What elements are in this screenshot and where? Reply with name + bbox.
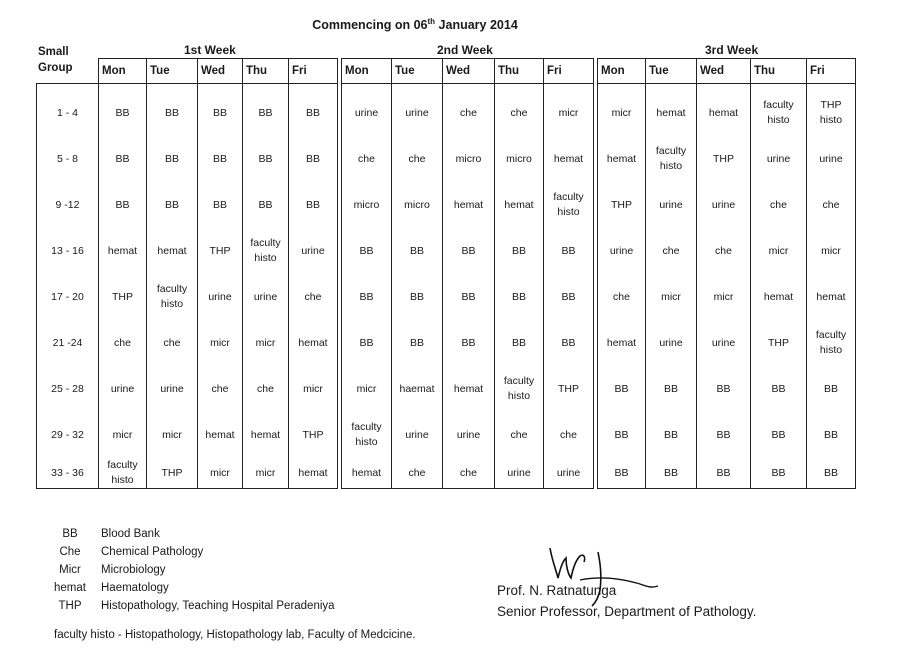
schedule-cell: THP xyxy=(147,458,198,489)
schedule-cell: BB xyxy=(697,412,751,458)
schedule-cell: micr xyxy=(697,274,751,320)
schedule-cell: BB xyxy=(392,228,443,274)
schedule-cell: THP xyxy=(751,320,807,366)
schedule-cell: hemat xyxy=(289,320,338,366)
schedule-cell: BB xyxy=(697,366,751,412)
schedule-cell: che xyxy=(443,84,495,137)
table-row xyxy=(37,182,856,228)
faculty-histo-note: faculty histo - Histopathology, Histopathology lab, Faculty of Medcicine. xyxy=(54,629,416,641)
schedule-cell: THP histo xyxy=(807,84,856,137)
schedule-cell: che xyxy=(243,366,289,412)
legend-desc: Microbiology xyxy=(101,564,166,576)
schedule-cell: che xyxy=(544,412,594,458)
signatory-name: Prof. N. Ratnatunga xyxy=(497,583,617,598)
group-cell: 13 - 16 xyxy=(37,228,99,274)
schedule-cell: micr xyxy=(751,228,807,274)
schedule-cell: micr xyxy=(198,458,243,489)
schedule-cell: hemat xyxy=(646,84,697,137)
legend-abbr: BB xyxy=(62,528,78,540)
schedule-cell: BB xyxy=(392,320,443,366)
schedule-cell: BB xyxy=(243,84,289,137)
schedule-cell: micr xyxy=(807,228,856,274)
schedule-cell: BB xyxy=(495,320,544,366)
schedule-cell: BB xyxy=(544,228,594,274)
schedule-cell: THP xyxy=(544,366,594,412)
schedule-cell: BB xyxy=(495,274,544,320)
day-header-w1-thu: Thu xyxy=(243,59,289,84)
schedule-cell: urine xyxy=(99,366,147,412)
table-row xyxy=(37,366,856,412)
legend-desc: Haematology xyxy=(101,582,169,594)
schedule-cell: che xyxy=(147,320,198,366)
schedule-cell: BB xyxy=(443,228,495,274)
schedule-cell: urine xyxy=(443,412,495,458)
small-group-header xyxy=(37,59,99,84)
schedule-cell: urine xyxy=(392,84,443,137)
schedule-cell: che xyxy=(392,458,443,489)
schedule-cell: hemat xyxy=(697,84,751,137)
schedule-cell: THP xyxy=(289,412,338,458)
schedule-cell: BB xyxy=(147,136,198,182)
table-row xyxy=(37,136,856,182)
schedule-cell: micro xyxy=(392,182,443,228)
schedule-cell: BB xyxy=(147,84,198,137)
schedule-cell: BB xyxy=(646,366,697,412)
schedule-cell: hemat xyxy=(807,274,856,320)
schedule-cell: hemat xyxy=(342,458,392,489)
schedule-cell: urine xyxy=(751,136,807,182)
schedule-cell: BB xyxy=(751,366,807,412)
schedule-cell: BB xyxy=(392,274,443,320)
day-header-w3-tue: Tue xyxy=(646,59,697,84)
schedule-cell: faculty histo xyxy=(147,274,198,320)
schedule-cell: hemat xyxy=(243,412,289,458)
legend-abbr: THP xyxy=(58,600,82,612)
schedule-cell: haemat xyxy=(392,366,443,412)
schedule-cell: BB xyxy=(289,182,338,228)
schedule-cell: urine xyxy=(697,182,751,228)
schedule-cell: micr xyxy=(289,366,338,412)
small-group-label: Small Group xyxy=(38,46,73,74)
schedule-cell: BB xyxy=(751,458,807,489)
schedule-cell: micro xyxy=(342,182,392,228)
table-row xyxy=(37,228,856,274)
group-cell: 29 - 32 xyxy=(37,412,99,458)
schedule-cell: hemat xyxy=(443,182,495,228)
schedule-cell: micr xyxy=(147,412,198,458)
schedule-cell: BB xyxy=(289,136,338,182)
schedule-cell: che xyxy=(751,182,807,228)
schedule-cell: faculty histo xyxy=(342,412,392,458)
day-header-w2-thu: Thu xyxy=(495,59,544,84)
schedule-cell: BB xyxy=(443,320,495,366)
schedule-cell: BB xyxy=(99,182,147,228)
schedule-cell: che xyxy=(495,84,544,137)
day-header-w3-wed: Wed xyxy=(697,59,751,84)
group-cell: 1 - 4 xyxy=(37,84,99,137)
day-header-w3-fri: Fri xyxy=(807,59,856,84)
schedule-cell: che xyxy=(697,228,751,274)
day-header-w3-thu: Thu xyxy=(751,59,807,84)
schedule-cell: BB xyxy=(289,84,338,137)
schedule-cell: urine xyxy=(544,458,594,489)
table-row xyxy=(37,274,856,320)
schedule-cell: urine xyxy=(646,320,697,366)
day-header-w2-wed: Wed xyxy=(443,59,495,84)
schedule-cell: che xyxy=(807,182,856,228)
schedule-cell: BB xyxy=(243,136,289,182)
week-3-label: 3rd Week xyxy=(705,43,759,57)
schedule-cell: urine xyxy=(147,366,198,412)
schedule-cell: che xyxy=(99,320,147,366)
schedule-cell: BB xyxy=(807,458,856,489)
schedule-table xyxy=(36,58,856,489)
schedule-cell: BB xyxy=(544,274,594,320)
schedule-cell: micr xyxy=(243,458,289,489)
schedule-cell: BB xyxy=(598,366,646,412)
schedule-cell: BB xyxy=(99,136,147,182)
schedule-cell: BB xyxy=(598,458,646,489)
day-header-w2-tue: Tue xyxy=(392,59,443,84)
schedule-cell: urine xyxy=(198,274,243,320)
schedule-cell: BB xyxy=(646,412,697,458)
signatory-title: Senior Professor, Department of Pathology. xyxy=(497,604,757,619)
schedule-cell: faculty histo xyxy=(243,228,289,274)
schedule-cell: che xyxy=(598,274,646,320)
schedule-cell: urine xyxy=(807,136,856,182)
table-row xyxy=(37,84,856,137)
schedule-cell: hemat xyxy=(544,136,594,182)
group-cell: 33 - 36 xyxy=(37,458,99,489)
schedule-cell: micr xyxy=(342,366,392,412)
schedule-cell: che xyxy=(342,136,392,182)
schedule-cell: THP xyxy=(697,136,751,182)
schedule-cell: BB xyxy=(99,84,147,137)
schedule-cell: hemat xyxy=(751,274,807,320)
schedule-cell: urine xyxy=(392,412,443,458)
schedule-cell: micr xyxy=(99,412,147,458)
schedule-cell: hemat xyxy=(443,366,495,412)
schedule-cell: BB xyxy=(147,182,198,228)
table-row xyxy=(37,320,856,366)
legend-abbr: Micr xyxy=(59,564,81,576)
schedule-cell: BB xyxy=(646,458,697,489)
day-header-w1-wed: Wed xyxy=(198,59,243,84)
schedule-cell: che xyxy=(646,228,697,274)
schedule-cell: micr xyxy=(544,84,594,137)
schedule-cell: urine xyxy=(243,274,289,320)
schedule-cell: BB xyxy=(751,412,807,458)
schedule-cell: BB xyxy=(495,228,544,274)
schedule-cell: hemat xyxy=(495,182,544,228)
signature-image xyxy=(540,540,660,610)
legend-desc: Chemical Pathology xyxy=(101,546,204,558)
schedule-cell: BB xyxy=(807,366,856,412)
group-cell: 5 - 8 xyxy=(37,136,99,182)
group-cell: 21 -24 xyxy=(37,320,99,366)
legend-desc: Histopathology, Teaching Hospital Peradeniya xyxy=(101,600,335,612)
schedule-cell: che xyxy=(198,366,243,412)
schedule-cell: faculty histo xyxy=(751,84,807,137)
schedule-cell: hemat xyxy=(598,136,646,182)
table-row xyxy=(37,458,856,489)
schedule-cell: faculty histo xyxy=(495,366,544,412)
schedule-cell: BB xyxy=(342,274,392,320)
schedule-cell: BB xyxy=(697,458,751,489)
schedule-cell: che xyxy=(289,274,338,320)
schedule-cell: BB xyxy=(342,228,392,274)
schedule-cell: BB xyxy=(443,274,495,320)
schedule-cell: urine xyxy=(495,458,544,489)
schedule-cell: BB xyxy=(544,320,594,366)
schedule-cell: hemat xyxy=(198,412,243,458)
schedule-cell: THP xyxy=(198,228,243,274)
group-cell: 9 -12 xyxy=(37,182,99,228)
group-cell: 17 - 20 xyxy=(37,274,99,320)
day-header-w2-mon: Mon xyxy=(342,59,392,84)
day-header-row xyxy=(37,59,856,84)
schedule-cell: BB xyxy=(342,320,392,366)
day-header-w2-fri: Fri xyxy=(544,59,594,84)
legend-abbr: hemat xyxy=(54,582,86,594)
day-header-w1-mon: Mon xyxy=(99,59,147,84)
schedule-cell: urine xyxy=(342,84,392,137)
schedule-cell: urine xyxy=(646,182,697,228)
legend-desc: Blood Bank xyxy=(101,528,160,540)
schedule-cell: BB xyxy=(243,182,289,228)
schedule-cell: che xyxy=(443,458,495,489)
schedule-cell: hemat xyxy=(99,228,147,274)
day-header-w3-mon: Mon xyxy=(598,59,646,84)
week-2-label: 2nd Week xyxy=(437,43,493,57)
schedule-cell: BB xyxy=(598,412,646,458)
schedule-cell: micro xyxy=(443,136,495,182)
schedule-cell: BB xyxy=(198,136,243,182)
day-header-w1-fri: Fri xyxy=(289,59,338,84)
schedule-cell: che xyxy=(392,136,443,182)
schedule-cell: faculty histo xyxy=(807,320,856,366)
schedule-cell: urine xyxy=(289,228,338,274)
schedule-cell: faculty histo xyxy=(99,458,147,489)
table-row xyxy=(37,412,856,458)
schedule-cell: micr xyxy=(598,84,646,137)
schedule-cell: BB xyxy=(198,182,243,228)
schedule-cell: micro xyxy=(495,136,544,182)
schedule-cell: hemat xyxy=(289,458,338,489)
group-cell: 25 - 28 xyxy=(37,366,99,412)
schedule-cell: faculty histo xyxy=(646,136,697,182)
schedule-cell: micr xyxy=(198,320,243,366)
schedule-cell: THP xyxy=(598,182,646,228)
schedule-cell: BB xyxy=(198,84,243,137)
schedule-cell: urine xyxy=(598,228,646,274)
schedule-cell: micr xyxy=(646,274,697,320)
day-header-w1-tue: Tue xyxy=(147,59,198,84)
week-1-label: 1st Week xyxy=(184,43,236,57)
schedule-cell: urine xyxy=(697,320,751,366)
schedule-cell: micr xyxy=(243,320,289,366)
schedule-cell: faculty histo xyxy=(544,182,594,228)
schedule-cell: hemat xyxy=(598,320,646,366)
legend-abbr: Che xyxy=(59,546,81,558)
schedule-cell: BB xyxy=(807,412,856,458)
schedule-cell: THP xyxy=(99,274,147,320)
page-title: Commencing on 06th January 2014 xyxy=(312,17,518,33)
schedule-cell: hemat xyxy=(147,228,198,274)
schedule-cell: che xyxy=(495,412,544,458)
